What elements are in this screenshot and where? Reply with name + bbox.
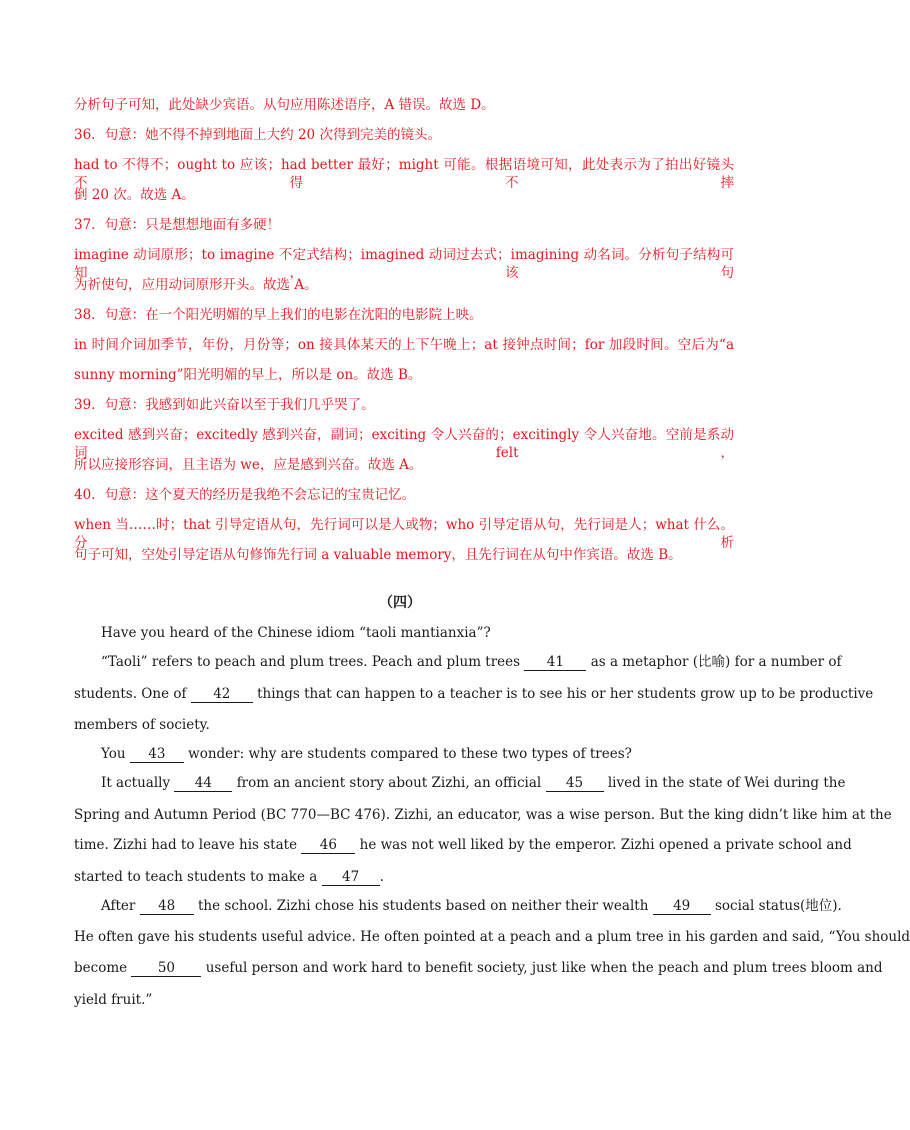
passage-line: become 50 useful person and work hard to benefit society, just like when the peach and plum trees bloom and [74, 960, 883, 976]
passage-line: started to teach students to make a 47 . [74, 869, 384, 885]
passage-line: Have you heard of the Chinese idiom “taoli mantianxia”? [101, 625, 491, 641]
answer-36-explanation: had to 不得不；ought to 应该；had better 最好；might 可能。根据语境可知，此处表示为了拍出好镜头不得不摔 [74, 157, 734, 191]
answer-40-explanation: when 当……时；that 引导定语从句，先行词可以是人或物；who 引导定语从句，先行词是人；what 什么。分析 [74, 517, 734, 551]
answer-37-explanation-cont: 为祈使句，应用动词原形开头。故选 A。 [74, 277, 318, 293]
blank-45[interactable]: 45 [546, 776, 604, 792]
answer-39-explanation: excited 感到兴奋；excitedly 感到兴奋，副词；exciting 令人兴奋的；excitingly 令人兴奋地。空前是系动词 felt， [74, 427, 734, 461]
answer-38-meaning: 38．句意：在一个阳光明媚的早上我们的电影在沈阳的电影院上映。 [74, 307, 483, 323]
passage-line: “Taoli” refers to peach and plum trees. Peach and plum trees 41 as a metaphor (比喻) for a number of [101, 654, 842, 670]
passage-line: You 43 wonder: why are students compared to these two types of trees? [101, 746, 632, 762]
passage-line: members of society. [74, 717, 210, 733]
blank-47[interactable]: 47 [322, 870, 380, 886]
passage-line: It actually 44 from an ancient story about Zizhi, an official 45 lived in the state of Wei during the [101, 775, 846, 791]
blank-48[interactable]: 48 [140, 899, 194, 915]
answer-36-explanation-cont: 倒 20 次。故选 A。 [74, 187, 195, 203]
passage-line: yield fruit.” [74, 992, 153, 1008]
blank-49[interactable]: 49 [653, 899, 711, 915]
blank-42[interactable]: 42 [191, 687, 253, 703]
blank-41[interactable]: 41 [524, 655, 586, 671]
answer-37-explanation: imagine 动词原形；to imagine 不定式结构；imagined 动词过去式；imagining 动名词。分析句子结构可知，该句 [74, 247, 734, 281]
answer-40-meaning: 40．句意：这个夏天的经历是我绝不会忘记的宝贵记忆。 [74, 487, 416, 503]
passage-line: Spring and Autumn Period (BC 770—BC 476). Zizhi, an educator, was a wise person. But the king didn’t like him at the [74, 807, 892, 823]
passage-line: After 48 the school. Zizhi chose his students based on neither their wealth 49 social status(地位). [101, 898, 842, 914]
answer-38-explanation-cont: sunny morning”阳光明媚的早上，所以是 on。故选 B。 [74, 367, 422, 383]
answer-37-meaning: 37．句意：只是想想地面有多硬！ [74, 217, 281, 233]
blank-43[interactable]: 43 [130, 747, 184, 763]
answer-line: 分析句子可知，此处缺少宾语。从句应用陈述语序，A 错误。故选 D。 [74, 97, 495, 113]
section-title: （四） [379, 595, 421, 611]
answer-38-explanation: in 时间介词加季节，年份，月份等；on 接具体某天的上下午晚上；at 接钟点时间；for 加段时间。空后为“a [74, 337, 734, 353]
blank-46[interactable]: 46 [301, 838, 355, 854]
passage-line: students. One of 42 things that can happen to a teacher is to see his or her students grow up to be productive [74, 686, 874, 702]
passage-line: time. Zizhi had to leave his state 46 he was not well liked by the emperor. Zizhi opened a private school and [74, 837, 852, 853]
answer-40-explanation-cont: 句子可知，空处引导定语从句修饰先行词 a valuable memory，且先行词在从句中作宾语。故选 B。 [74, 547, 682, 563]
answer-39-meaning: 39．句意：我感到如此兴奋以至于我们几乎哭了。 [74, 397, 375, 413]
blank-50[interactable]: 50 [131, 961, 201, 977]
passage-line: He often gave his students useful advice. He often pointed at a peach and a plum tree in his garden and said, “You should [74, 929, 910, 945]
blank-44[interactable]: 44 [174, 776, 232, 792]
answer-39-explanation-cont: 所以应接形容词，且主语为 we，应是感到兴奋。故选 A。 [74, 457, 423, 473]
answer-36-meaning: 36．句意：她不得不掉到地面上大约 20 次得到完美的镜头。 [74, 127, 441, 143]
